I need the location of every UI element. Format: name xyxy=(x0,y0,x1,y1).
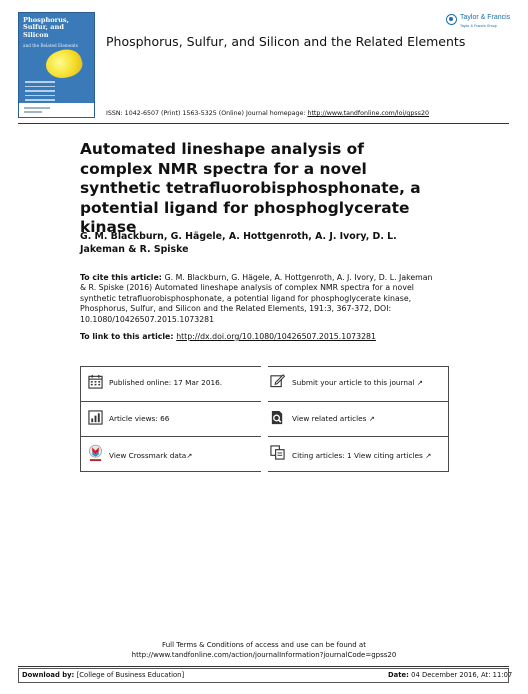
bar-chart-icon xyxy=(88,410,103,425)
grid-line xyxy=(268,366,449,367)
grid-line xyxy=(268,436,449,437)
grid-line xyxy=(268,401,449,402)
issn-line xyxy=(106,110,429,117)
terms-line-1: Full Terms & Conditions of access and use can be found at xyxy=(162,641,366,649)
article-views-text: Article views: 66 xyxy=(109,414,170,423)
article-doi-link[interactable]: http://dx.doi.org/10.1080/10426507.2015.1073281 xyxy=(176,332,376,341)
downloaded-by xyxy=(22,671,184,679)
related-articles-link[interactable] xyxy=(292,414,375,423)
crossmark-link[interactable] xyxy=(109,451,192,460)
external-link-icon: ↗ xyxy=(416,378,423,387)
crossmark-item[interactable] xyxy=(88,444,103,467)
article-link-line xyxy=(80,332,440,341)
journal-cover xyxy=(18,12,95,118)
article-views-item xyxy=(88,410,103,429)
edit-icon xyxy=(270,373,285,388)
submit-article-item[interactable] xyxy=(270,373,285,392)
terms-link[interactable]: http://www.tandfonline.com/action/journalInformation?journalCode=gpss20 xyxy=(131,651,397,659)
submit-article-text: Submit your article to this journal xyxy=(292,378,415,387)
publisher-tagline: Taylor & Francis Group xyxy=(460,24,497,28)
cover-subtitle: and the Related Elements xyxy=(23,43,78,48)
published-online-text: Published online: 17 Mar 2016. xyxy=(109,378,223,387)
header-divider xyxy=(18,123,509,124)
date-value: 04 December 2016, At: 11:07 xyxy=(411,671,513,679)
grid-line xyxy=(80,366,81,472)
published-online-item xyxy=(88,374,103,393)
cover-crystal-image xyxy=(43,45,86,83)
download-date xyxy=(388,671,512,679)
article-title: Automated lineshape analysis of complex NMR spectra for a novel synthetic tetrafluorobisphosphonate, a potential ligand for phosphoglycerate kinase xyxy=(80,140,421,236)
issn-text: ISSN: 1042-6507 (Print) 1563-5325 (Online) Journal homepage: xyxy=(106,110,308,117)
citation-text: G. M. Blackburn, G. Hägele, A. Hottgenroth, A. J. Ivory, D. L. Jakeman & R. Spiske (2016) Automated lineshape analysis of complex NMR spectra for a novel synthetic tetrafluorobisphosphonate, a potential ligand for phosphoglycerate kinase, Phosphorus, Sulfur, and Silicon and the Related Elements, 191:3, 367-372, DOI: 10.1080/10426507.2015.1073281 xyxy=(80,273,433,324)
grid-line xyxy=(80,471,261,472)
crossmark-text: View Crossmark data xyxy=(109,451,187,460)
citing-articles-link[interactable] xyxy=(292,451,431,460)
calendar-icon xyxy=(88,374,103,389)
grid-line xyxy=(80,436,261,437)
grid-line xyxy=(268,471,449,472)
related-articles-item[interactable] xyxy=(270,410,285,429)
citing-articles-icon xyxy=(270,445,285,460)
citing-articles-text: Citing articles: 1 View citing articles xyxy=(292,451,423,460)
downloaded-label: Download by: xyxy=(22,671,77,679)
date-label: Date: xyxy=(388,671,412,679)
document-search-icon xyxy=(270,410,285,425)
citation xyxy=(80,273,440,325)
link-label: To link to this article: xyxy=(80,332,177,341)
related-articles-text: View related articles xyxy=(292,414,367,423)
cover-contents-lines xyxy=(25,81,55,104)
footer-divider xyxy=(18,666,509,667)
cover-title: Phosphorus, Sulfur, and Silicon xyxy=(23,16,69,39)
downloaded-by-value: [College of Business Education] xyxy=(76,671,185,679)
grid-line xyxy=(80,366,261,367)
submit-article-link[interactable] xyxy=(292,378,423,387)
terms-block xyxy=(0,640,528,660)
grid-line xyxy=(448,366,449,472)
external-link-icon: ↗ xyxy=(186,451,193,460)
external-link-icon: ↗ xyxy=(425,451,432,460)
cover-footer xyxy=(19,103,94,117)
external-link-icon: ↗ xyxy=(368,414,375,423)
crossmark-icon xyxy=(88,444,103,463)
publisher-logo-icon xyxy=(446,14,457,25)
grid-line xyxy=(80,401,261,402)
publisher-name: Taylor & Francis xyxy=(460,14,511,21)
citation-label: To cite this article: xyxy=(80,273,165,282)
citing-articles-item[interactable] xyxy=(270,445,285,464)
article-authors: G. M. Blackburn, G. Hägele, A. Hottgenroth, A. J. Ivory, D. L. Jakeman & R. Spiske xyxy=(80,231,397,255)
journal-title: Phosphorus, Sulfur, and Silicon and the Related Elements xyxy=(106,34,466,49)
journal-homepage-link[interactable]: http://www.tandfonline.com/loi/gpss20 xyxy=(307,110,429,117)
